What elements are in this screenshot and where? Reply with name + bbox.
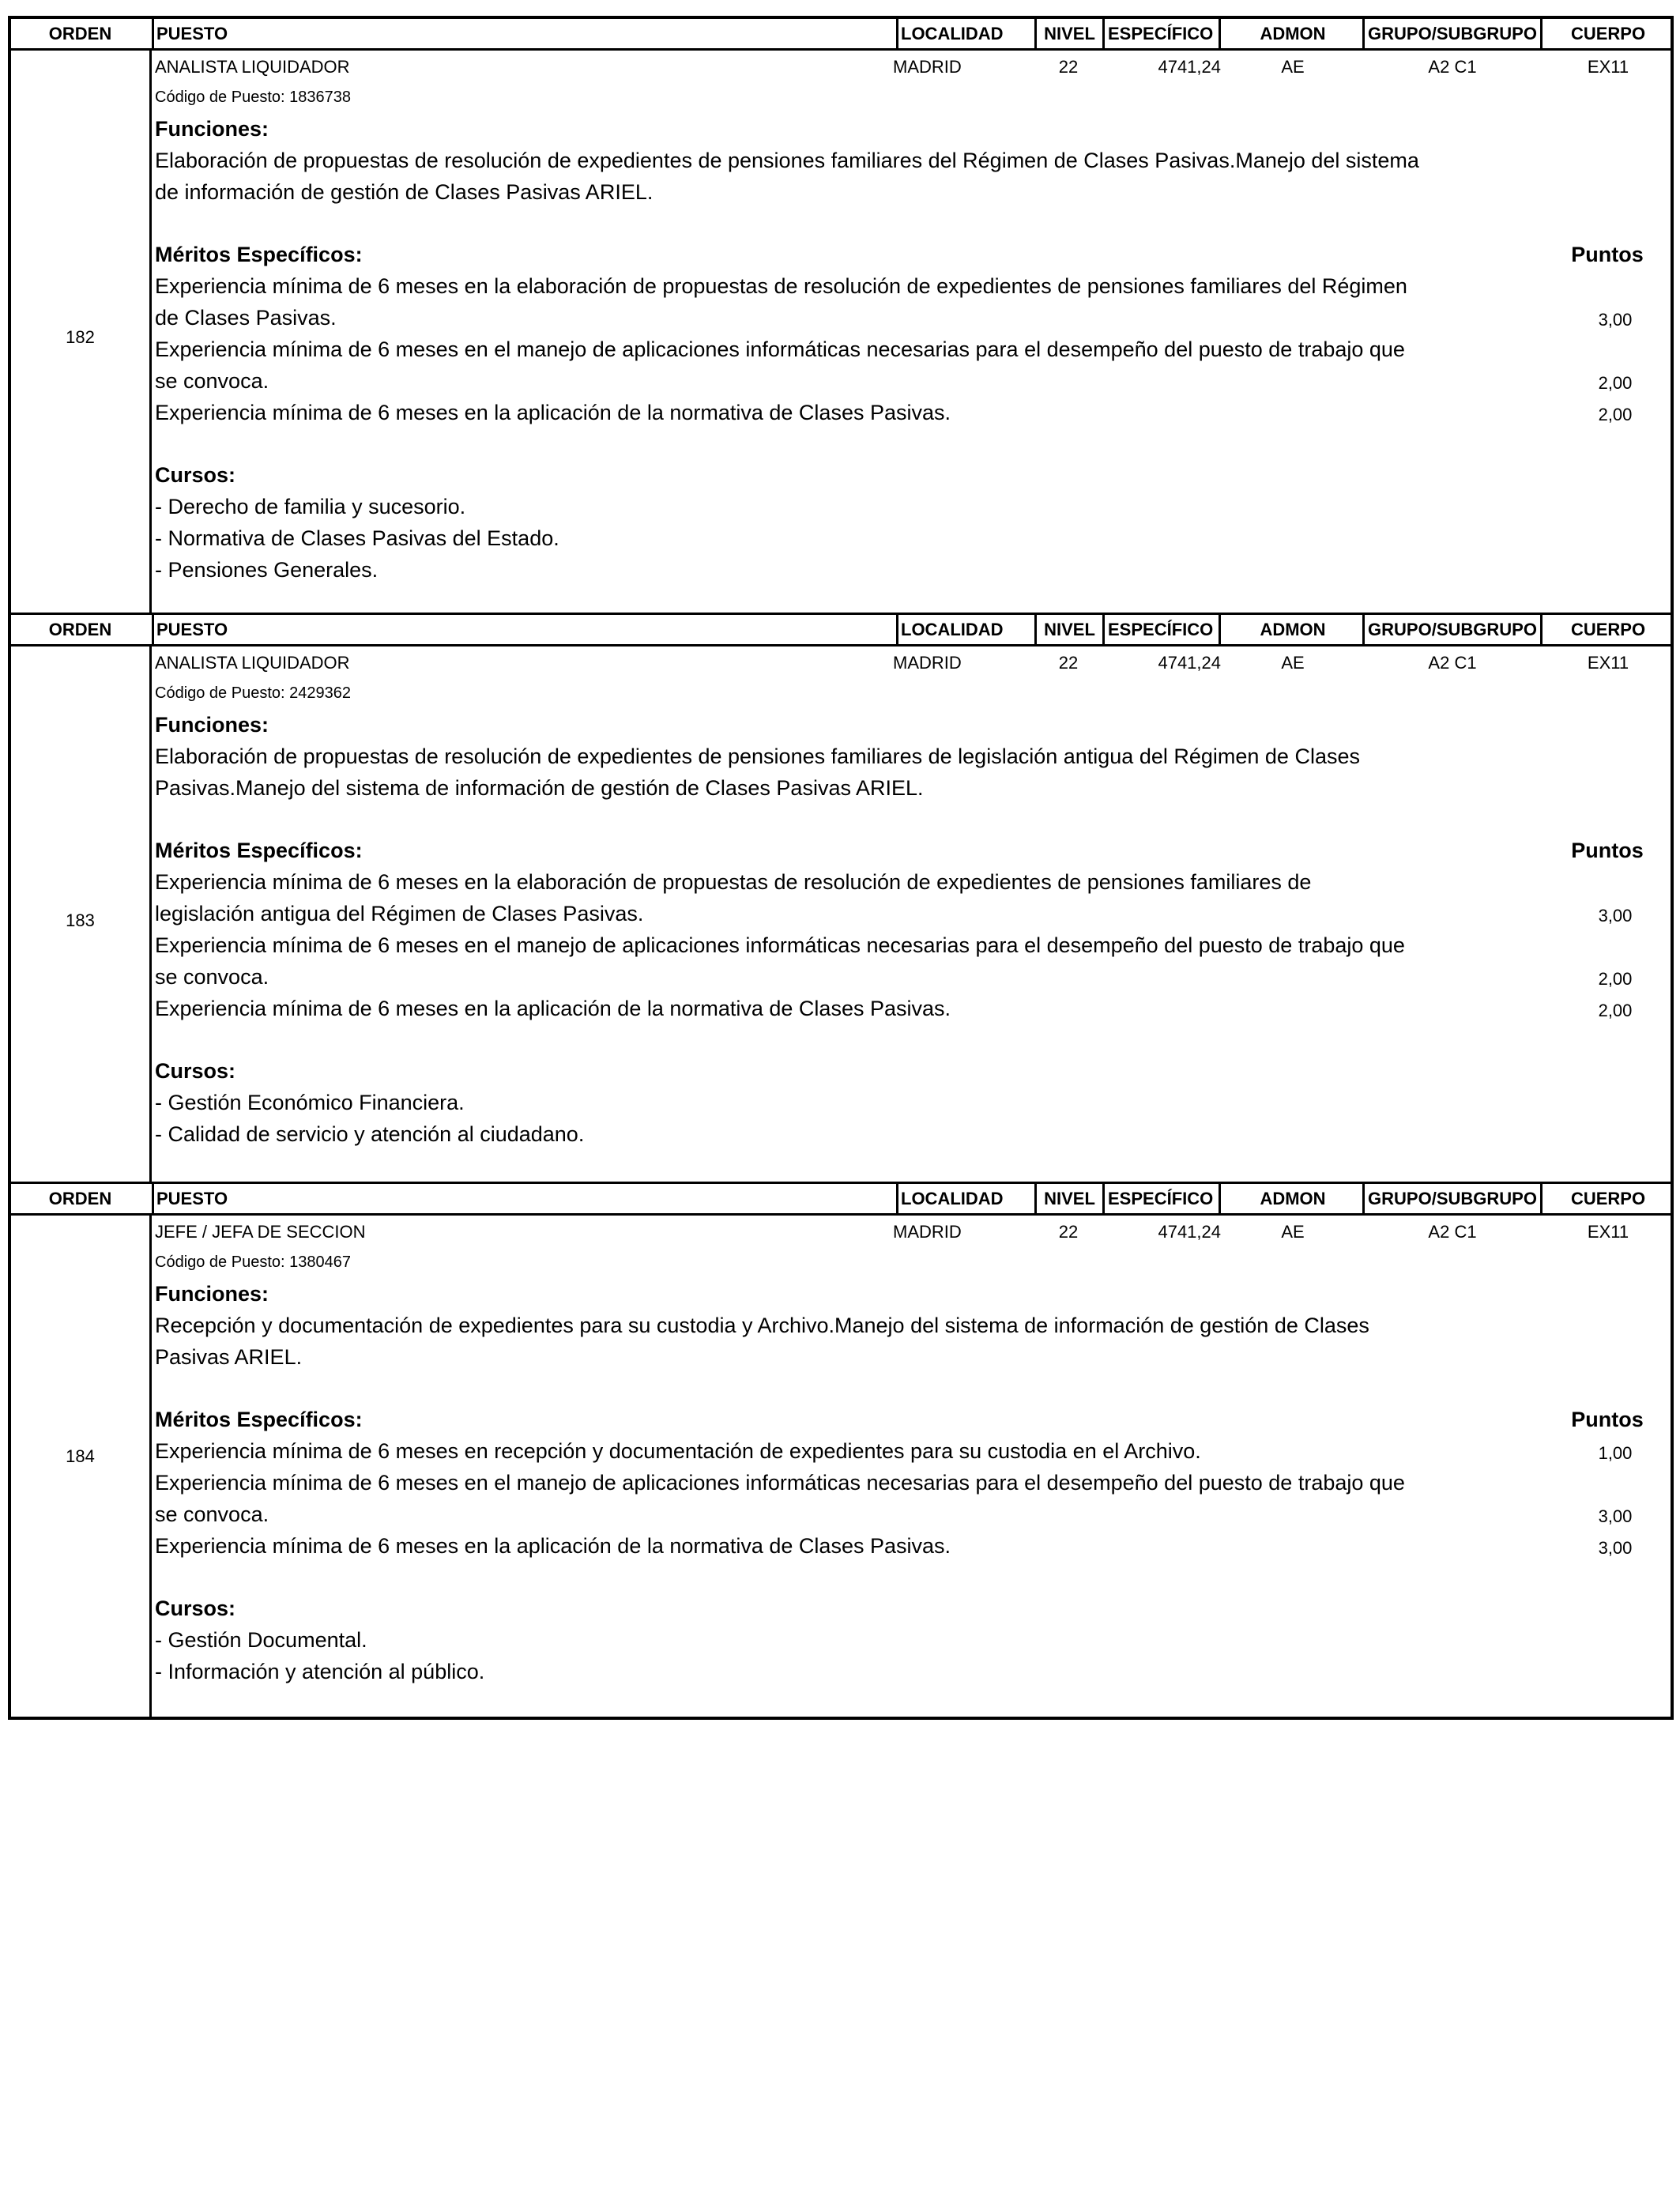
header-cuerpo: CUERPO: [1570, 1189, 1646, 1208]
header-grupo: GRUPO/SUBGRUPO: [1362, 1184, 1543, 1213]
meritos-heading: Méritos Específicos:: [155, 243, 363, 266]
funciones-line: Elaboración de propuestas de resolución de expedientes de pensiones familiares del Régimen de Clases Pasivas.Manejo del sistema: [155, 149, 1419, 172]
job-block-184: [8, 1182, 1674, 1720]
merito-points: 2,00: [1598, 405, 1633, 424]
funciones-heading: Funciones:: [155, 117, 269, 141]
header-orden: ORDEN: [48, 24, 112, 43]
header-admon: ADMON: [1260, 24, 1326, 43]
puesto-title: ANALISTA LIQUIDADOR: [155, 653, 350, 673]
header-cuerpo: CUERPO: [1570, 620, 1646, 639]
header-localidad: LOCALIDAD: [896, 19, 1034, 48]
admon-value: AE: [1281, 57, 1305, 77]
orden-number: 183: [66, 910, 95, 930]
codigo-puesto: Código de Puesto: 1380467: [155, 1253, 351, 1271]
merito-line: se convoca.: [155, 369, 269, 393]
header-nivel: NIVEL: [1034, 1184, 1102, 1213]
funciones-heading: Funciones:: [155, 713, 269, 737]
column-divider: [149, 51, 152, 613]
header-puesto: PUESTO: [152, 1184, 896, 1213]
especifico-value: 4741,24: [1158, 1222, 1221, 1242]
cuerpo-value: EX11: [1587, 653, 1629, 673]
merito-points: 3,00: [1598, 310, 1633, 330]
grupo-value: A2 C1: [1428, 57, 1477, 77]
merito-points: 3,00: [1598, 1538, 1633, 1558]
merito-line: Experiencia mínima de 6 meses en el manejo de aplicaciones informáticas necesarias para el desempeño del puesto de trabajo que: [155, 337, 1405, 361]
especifico-value: 4741,24: [1158, 57, 1221, 77]
funciones-heading: Funciones:: [155, 1282, 269, 1306]
header-nivel: NIVEL: [1034, 615, 1102, 644]
cuerpo-value: EX11: [1587, 1222, 1629, 1242]
cursos-heading: Cursos:: [155, 1596, 236, 1620]
funciones-line: Recepción y documentación de expedientes para su custodia y Archivo.Manejo del sistema de información de gestión de Clases: [155, 1314, 1369, 1337]
funciones-line: Elaboración de propuestas de resolución de expedientes de pensiones familiares de legislación antigua del Régimen de Clases: [155, 745, 1360, 768]
funciones-line: Pasivas.Manejo del sistema de información de gestión de Clases Pasivas ARIEL.: [155, 776, 924, 800]
job-block-182: [8, 16, 1674, 613]
curso-item: - Pensiones Generales.: [155, 558, 379, 582]
codigo-puesto: Código de Puesto: 2429362: [155, 684, 351, 702]
merito-line: se convoca.: [155, 965, 269, 989]
merito-line: Experiencia mínima de 6 meses en el manejo de aplicaciones informáticas necesarias para el desempeño del puesto de trabajo que: [155, 933, 1405, 957]
header-orden: ORDEN: [48, 620, 112, 639]
merito-line: Experiencia mínima de 6 meses en recepción y documentación de expedientes para su custodia en el Archivo.: [155, 1439, 1201, 1463]
cursos-heading: Cursos:: [155, 1059, 236, 1083]
curso-item: - Gestión Documental.: [155, 1628, 367, 1652]
merito-points: 3,00: [1598, 906, 1633, 925]
curso-item: - Normativa de Clases Pasivas del Estado.: [155, 526, 559, 550]
admon-value: AE: [1281, 1222, 1305, 1242]
job-block-183: [8, 613, 1674, 1182]
header-puesto: PUESTO: [152, 615, 896, 644]
merito-line: Experiencia mínima de 6 meses en la elaboración de propuestas de resolución de expedientes de pensiones familiares del Régimen: [155, 274, 1407, 298]
merito-line: se convoca.: [155, 1502, 269, 1526]
especifico-value: 4741,24: [1158, 653, 1221, 673]
header-row: [11, 19, 1671, 51]
job-body: [11, 647, 1671, 1182]
nivel-value: 22: [1058, 653, 1079, 673]
header-admon: ADMON: [1260, 620, 1326, 639]
merito-points: 1,00: [1598, 1443, 1633, 1463]
nivel-value: 22: [1058, 1222, 1079, 1242]
header-especifico: ESPECÍFICO: [1102, 1184, 1221, 1213]
merito-points: 2,00: [1598, 1001, 1633, 1020]
orden-number: 182: [66, 327, 95, 347]
localidad-value: MADRID: [893, 1222, 962, 1242]
cuerpo-value: EX11: [1587, 57, 1629, 77]
header-especifico: ESPECÍFICO: [1102, 19, 1221, 48]
merito-points: 2,00: [1598, 969, 1633, 989]
column-divider: [149, 647, 152, 1182]
job-listing-table: [8, 16, 1674, 1720]
merito-line: legislación antigua del Régimen de Clases Pasivas.: [155, 902, 644, 925]
cursos-heading: Cursos:: [155, 463, 236, 487]
curso-item: - Información y atención al público.: [155, 1660, 485, 1683]
grupo-value: A2 C1: [1428, 653, 1477, 673]
puesto-title: ANALISTA LIQUIDADOR: [155, 57, 350, 77]
merito-line: Experiencia mínima de 6 meses en la aplicación de la normativa de Clases Pasivas.: [155, 1534, 951, 1558]
curso-item: - Gestión Económico Financiera.: [155, 1091, 465, 1114]
meritos-heading: Méritos Específicos:: [155, 839, 363, 862]
localidad-value: MADRID: [893, 653, 962, 673]
puesto-title: JEFE / JEFA DE SECCION: [155, 1222, 366, 1242]
orden-number: 184: [66, 1446, 95, 1466]
job-body: [11, 51, 1671, 613]
header-especifico: ESPECÍFICO: [1102, 615, 1221, 644]
puntos-heading: Puntos: [1571, 839, 1644, 862]
curso-item: - Calidad de servicio y atención al ciudadano.: [155, 1122, 585, 1146]
header-localidad: LOCALIDAD: [896, 1184, 1034, 1213]
merito-points: 2,00: [1598, 373, 1633, 393]
header-cuerpo: CUERPO: [1570, 24, 1646, 43]
merito-line: Experiencia mínima de 6 meses en el manejo de aplicaciones informáticas necesarias para el desempeño del puesto de trabajo que: [155, 1471, 1405, 1495]
curso-item: - Derecho de familia y sucesorio.: [155, 495, 466, 518]
merito-points: 3,00: [1598, 1506, 1633, 1526]
localidad-value: MADRID: [893, 57, 962, 77]
codigo-puesto: Código de Puesto: 1836738: [155, 89, 351, 106]
puntos-heading: Puntos: [1571, 1408, 1644, 1431]
merito-line: Experiencia mínima de 6 meses en la aplicación de la normativa de Clases Pasivas.: [155, 997, 951, 1020]
header-row: [11, 615, 1671, 647]
grupo-value: A2 C1: [1428, 1222, 1477, 1242]
job-body: [11, 1216, 1671, 1717]
nivel-value: 22: [1058, 57, 1079, 77]
meritos-heading: Méritos Específicos:: [155, 1408, 363, 1431]
header-grupo: GRUPO/SUBGRUPO: [1362, 615, 1543, 644]
funciones-line: de información de gestión de Clases Pasivas ARIEL.: [155, 180, 654, 204]
merito-line: de Clases Pasivas.: [155, 306, 337, 330]
column-divider: [149, 1216, 152, 1717]
puntos-heading: Puntos: [1571, 243, 1644, 266]
funciones-line: Pasivas ARIEL.: [155, 1345, 303, 1369]
header-grupo: GRUPO/SUBGRUPO: [1362, 19, 1543, 48]
merito-line: Experiencia mínima de 6 meses en la aplicación de la normativa de Clases Pasivas.: [155, 401, 951, 424]
header-localidad: LOCALIDAD: [896, 615, 1034, 644]
header-puesto: PUESTO: [152, 19, 896, 48]
admon-value: AE: [1281, 653, 1305, 673]
merito-line: Experiencia mínima de 6 meses en la elaboración de propuestas de resolución de expedientes de pensiones familiares de: [155, 870, 1312, 894]
header-nivel: NIVEL: [1034, 19, 1102, 48]
header-row: [11, 1184, 1671, 1216]
header-admon: ADMON: [1260, 1189, 1326, 1208]
header-orden: ORDEN: [48, 1189, 112, 1208]
